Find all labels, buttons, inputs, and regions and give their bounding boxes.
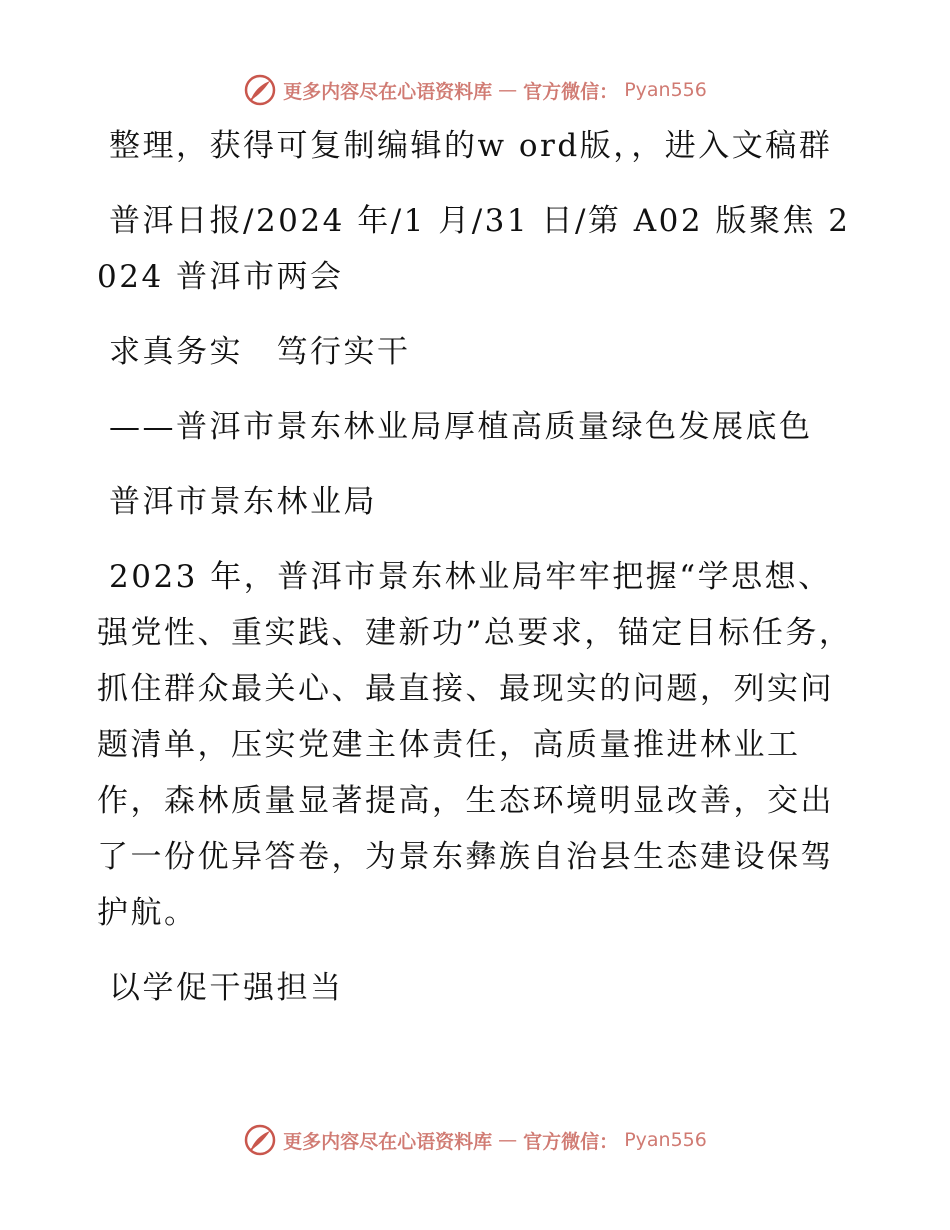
source-line: 普洱日报/2024 年/1 月/31 日/第 A02 版聚焦 2024 普洱市两会 xyxy=(97,203,851,295)
quill-logo-icon xyxy=(243,1123,277,1157)
watermark-separator: — xyxy=(498,1129,518,1151)
watermark-wechat-label: 官方微信： xyxy=(523,80,619,103)
watermark-separator: — xyxy=(498,79,518,101)
watermark-wechat-id: Pyan556 xyxy=(624,79,707,101)
intro-note: 整理，获得可复制编辑的w ord版，，进入文稿群 xyxy=(109,128,833,164)
section-heading: 以学促干强担当 xyxy=(109,970,344,1006)
footer-watermark xyxy=(0,1120,950,1160)
article-author: 普洱市景东林业局 xyxy=(109,484,377,520)
header-watermark xyxy=(0,70,950,110)
body-paragraph: 2023 年，普洱市景东林业局牢牢把握“学思想、强党性、重实践、建新功”总要求，锚定目标任务，抓住群众最关心、最直接、最现实的问题，列实问题清单，压实党建主体责任，高质量推进林业工作，森林质量显著提高，生态环境明显改善，交出了一份优异答卷，为景东彝族自治县生态建设保驾护航。 xyxy=(97,559,853,931)
document-body xyxy=(97,118,857,1035)
article-subtitle: ——普洱市景东林业局厚植高质量绿色发展底色 xyxy=(109,409,813,445)
watermark-brand: 更多内容尽在心语资料库 xyxy=(283,80,493,103)
watermark-wechat-id: Pyan556 xyxy=(624,1129,707,1151)
watermark-wechat-label: 官方微信： xyxy=(523,1130,619,1153)
watermark-brand: 更多内容尽在心语资料库 xyxy=(283,1130,493,1153)
quill-logo-icon xyxy=(243,73,277,107)
article-title: 求真务实 笃行实干 xyxy=(109,334,411,370)
